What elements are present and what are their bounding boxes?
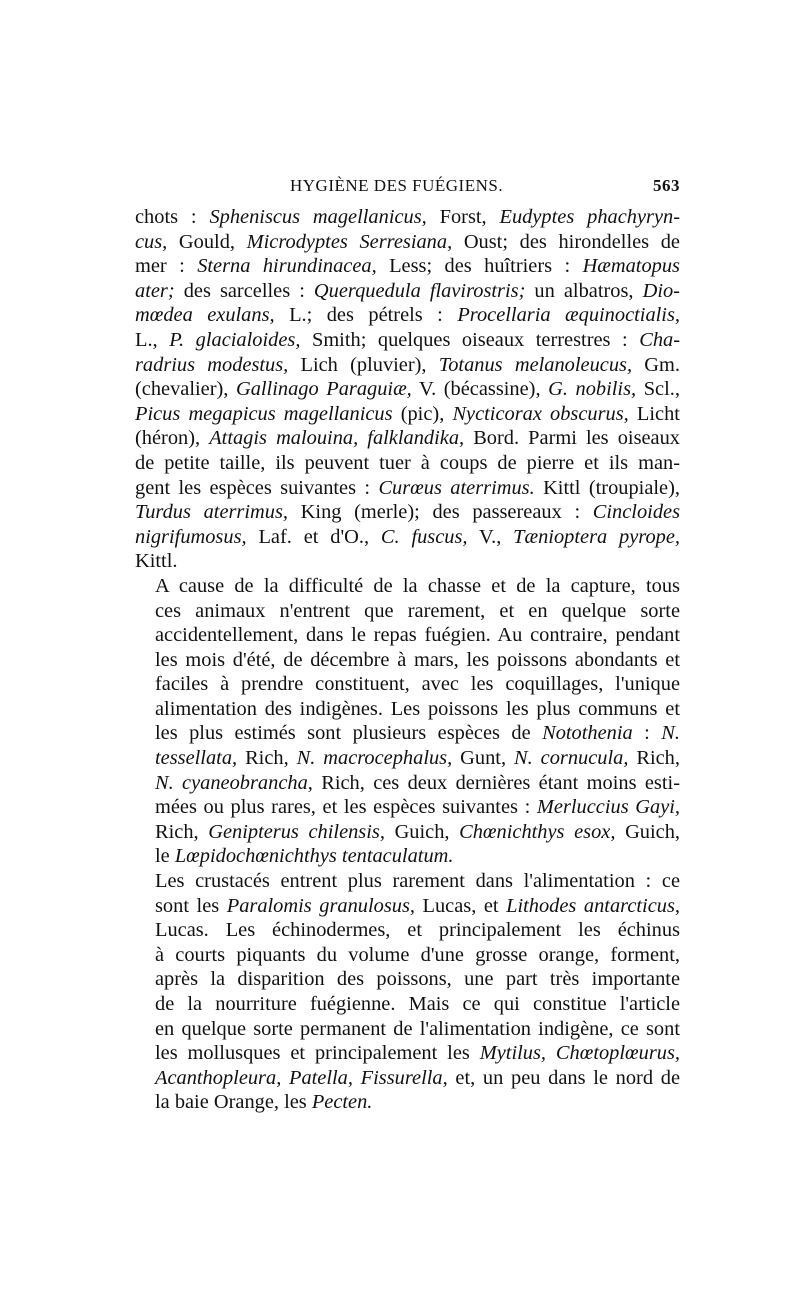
text-line: mer : Sterna hirundinacea, Less; des huîtriers : Hæmatopus [135,255,680,278]
text-line: les mollusques et principalement les Mytilus, Chœtoplœurus, [155,1042,680,1065]
text-line: le Lœpidochœnichthys tentaculatum. [155,845,454,868]
text-line: les mois d'été, de décembre à mars, les poissons abondants et [155,648,680,671]
text-line: (héron), Attagis malouina, falklandika, Bord. Parmi les oiseaux [135,427,680,450]
running-title: HYGIÈNE DES FUÉGIENS. [290,176,504,195]
text-line: alimentation des indigènes. Les poissons les plus communs et [155,697,680,720]
text-line: cus, Gould, Microdyptes Serresiana, Oust; des hirondelles de [135,230,680,253]
text-line: A cause de la difficulté de la chasse et de la capture, tous [155,574,680,597]
body-text [135,205,680,1115]
text-line: de la nourriture fuégienne. Mais ce qui constitue l'article [155,993,680,1015]
text-line: Acanthopleura, Patella, Fissurella, et, un peu dans le nord de [155,1066,680,1089]
text-line: Kittl. [135,550,178,573]
text-line: à courts piquants du volume d'une grosse orange, forment, [155,943,680,966]
paragraph-fish [135,574,680,869]
text-line: faciles à prendre constituent, avec les coquillages, l'unique [155,673,680,696]
text-line: la baie Orange, les Pecten. [155,1091,373,1114]
text-line: ces animaux n'entrent que rarement, et en quelque sorte [155,599,680,622]
text-line: (chevalier), Gallinago Paraguiæ, V. (bécassine), G. nobilis, Scl., [135,378,680,401]
text-line: de petite taille, ils peuvent tuer à coups de pierre et ils man- [135,451,680,474]
text-line: nigrifumosus, Laf. et d'O., C. fuscus, V., Tænioptera pyrope, [135,525,681,548]
text-line: après la disparition des poissons, une part très importante [155,968,680,991]
text-line: L., P. glacialoides, Smith; quelques oiseaux terrestres : Cha- [135,328,681,351]
text-line: ater; des sarcelles : Querquedula flavirostris; un albatros, Dio- [135,279,680,302]
text-line: en quelque sorte permanent de l'alimentation indigène, ce sont [155,1017,680,1040]
text-line: sont les Paralomis granulosus, Lucas, et Lithodes antarcticus, [155,894,680,917]
text-line: Les crustacés entrent plus rarement dans l'alimentation : ce [155,870,680,893]
text-line: les plus estimés sont plusieurs espèces de Notothenia : N. [155,722,680,745]
text-line: Lucas. Les échinodermes, et principalement les échinus [155,919,680,942]
text-line: Picus megapicus magellanicus (pic), Nycticorax obscurus, Licht [135,402,680,425]
page-header [135,176,680,202]
text-line: mœdea exulans, L.; des pétrels : Procellaria æquinoctialis, [135,304,681,327]
text-line: N. cyaneobrancha, Rich, ces deux dernières étant moins esti- [155,771,680,794]
text-line: gent les espèces suivantes : Curœus aterrimus. Kittl (troupiale), [135,476,680,499]
paragraph-birds [135,205,680,574]
text-line: Turdus aterrimus, King (merle); des passereaux : Cincloides [135,501,680,524]
text-line: chots : Spheniscus magellanicus, Forst, Eudyptes phachyryn- [135,206,680,228]
text-line: radrius modestus, Lich (pluvier), Totanus melanoleucus, Gm. [135,353,680,376]
text-line: accidentellement, dans le repas fuégien. Au contraire, pendant [155,624,680,647]
text-line: tessellata, Rich, N. macrocephalus, Gunt, N. cornucula, Rich, [155,747,680,770]
text-line: Rich, Genipterus chilensis, Guich, Chœnichthys esox, Guich, [155,820,681,843]
paragraph-crustaceans-molluscs [135,869,680,1115]
page-number: 563 [653,176,680,195]
text-line: mées ou plus rares, et les espèces suivantes : Merluccius Gayi, [155,796,681,819]
